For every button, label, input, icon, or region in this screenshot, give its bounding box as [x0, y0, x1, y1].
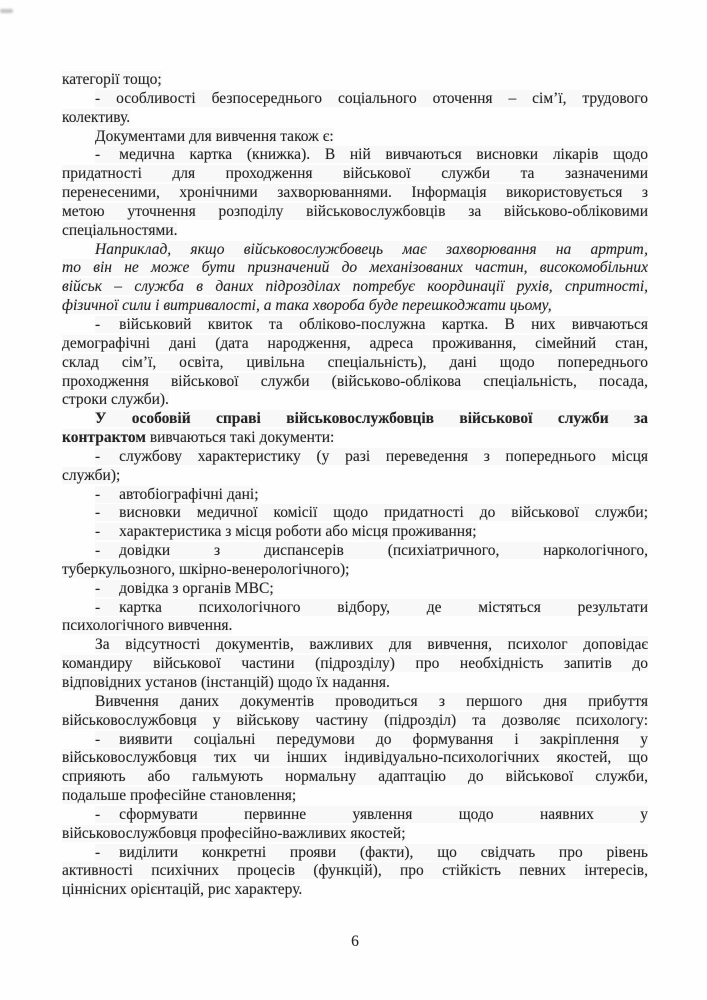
bullet-dash: -	[95, 806, 119, 823]
text-line	[62, 278, 648, 297]
text-segment: Вивчення даних документів проводиться з першого дня прибуття	[95, 692, 648, 710]
text-line	[62, 712, 648, 731]
text-segment: виявити соціальні передумови до формування і закріплення у	[119, 730, 648, 748]
text-segment: Документами для вивчення також є:	[95, 127, 334, 145]
text-line	[62, 881, 648, 900]
text-line	[62, 410, 648, 429]
bullet-dash: -	[95, 504, 119, 521]
text-line	[62, 146, 648, 165]
text-segment: то він не може бути призначений до механізованих частин, високомобільних	[62, 259, 648, 277]
page-number: 6	[351, 933, 359, 950]
text-line	[62, 297, 648, 316]
text-segment: склад сім’ї, освіта, цивільна спеціальність), дані щодо попереднього	[62, 353, 648, 371]
text-line	[62, 561, 648, 580]
text-segment: військовий квиток та обліково-послужна картка. В них вивчаються	[119, 315, 648, 333]
text-segment: фізичної сили і витривалості, а така хвороба буде перешкоджати цьому,	[62, 297, 552, 315]
text-segment: відповідних установ (інстанцій) щодо їх надання.	[62, 674, 390, 691]
text-line	[62, 674, 648, 693]
text-segment: метою уточнення розподілу військовослужбовців за військово-обліковими	[62, 202, 648, 220]
text-segment: військ – служба в даних підрозділах потребує координації рухів, спритності,	[62, 278, 648, 296]
text-segment: військовослужбовця тих чи інших індивідуально-психологічних якостей, що	[62, 749, 648, 767]
text-line	[62, 241, 648, 260]
text-segment: довідки з диспансерів (психіатричного, наркологічного,	[119, 542, 648, 560]
text-line	[62, 222, 648, 241]
text-line	[62, 787, 648, 806]
text-line	[62, 316, 648, 335]
text-line	[62, 580, 648, 599]
text-line	[62, 429, 648, 448]
text-segment: проходження військової служби (військово-облікова спеціальність, посада,	[62, 372, 648, 390]
bullet-dash: -	[95, 844, 119, 861]
text-segment: автобіографічні дані;	[119, 485, 259, 503]
text-line	[62, 599, 648, 618]
text-segment: військовослужбовця професійно-важливих якостей;	[62, 824, 406, 842]
bullet-dash: -	[95, 599, 119, 616]
text-line	[62, 184, 648, 203]
text-line	[62, 486, 648, 505]
text-segment: подальше професійне становлення;	[62, 787, 297, 805]
text-line	[62, 128, 648, 147]
bullet-dash: -	[95, 316, 119, 333]
bullet-dash: -	[95, 523, 119, 540]
text-line	[62, 335, 648, 354]
text-segment: строки служби).	[62, 391, 169, 409]
text-segment: вивчаються такі документи:	[145, 429, 335, 447]
text-segment: ціннісних орієнтацій, рис характеру.	[62, 881, 303, 899]
text-segment: спеціальностями.	[62, 221, 178, 239]
text-segment: висновки медичної комісії щодо придатності до військової служби;	[119, 504, 648, 522]
text-segment: військовослужбовця у військову частину (підрозділ) та дозволяє психологу:	[62, 711, 648, 729]
text-segment: придатності для проходження військової служби та зазначеними	[62, 165, 648, 183]
text-segment: перенесеними, хронічними захворюваннями. Інформація використовується з	[62, 184, 648, 202]
text-line	[62, 636, 648, 655]
bullet-dash: -	[95, 486, 119, 503]
text-line	[62, 203, 648, 222]
bullet-dash: -	[95, 731, 119, 748]
bullet-dash: -	[95, 448, 119, 465]
text-line	[62, 731, 648, 750]
text-line	[62, 749, 648, 768]
text-segment: демографічні дані (дата народження, адреса проживання, сімейний стан,	[62, 334, 648, 352]
text-segment: колективу.	[62, 108, 131, 126]
text-line	[62, 617, 648, 636]
text-segment: - особливості безпосереднього соціального оточення – сім’ї, трудового	[95, 89, 648, 107]
text-line	[62, 542, 648, 561]
bullet-dash: -	[95, 580, 119, 597]
text-segment: Наприклад, якщо військовослужбовець має захворювання на артрит,	[95, 240, 648, 258]
text-line	[62, 354, 648, 373]
text-segment: У особовій справі військовослужбовців військової служби за	[95, 410, 648, 428]
text-segment: категорії тощо;	[62, 71, 162, 88]
text-segment: службову характеристику (у разі переведення з попереднього місця	[119, 447, 648, 465]
text-line	[62, 109, 648, 128]
scan-artifact	[0, 9, 13, 13]
text-line	[62, 504, 648, 523]
text-line	[62, 825, 648, 844]
text-line	[62, 523, 648, 542]
text-segment: служби);	[62, 466, 121, 484]
text-segment: медична картка (книжка). В ній вивчаються висновки лікарів щодо	[119, 146, 648, 164]
text-segment: характеристика з місця роботи або місця проживання;	[119, 523, 477, 541]
text-segment: психологічного вивчення.	[62, 617, 233, 635]
bullet-dash: -	[95, 146, 119, 163]
text-line	[62, 71, 648, 90]
text-segment: сформувати первинне уявлення щодо наявних у	[119, 805, 648, 823]
text-line	[62, 467, 648, 486]
text-segment: сприяють або гальмують нормальну адаптацію до військової служби,	[62, 768, 648, 786]
text-segment: активності психічних процесів (функцій), про стійкість певних інтересів,	[62, 862, 648, 880]
text-line	[62, 165, 648, 184]
text-segment: туберкульозного, шкірно-венерологічного);	[62, 560, 350, 578]
text-line	[62, 448, 648, 467]
text-line	[62, 655, 648, 674]
text-segment: командиру військової частини (підрозділу) про необхідність запитів до	[62, 655, 648, 673]
text-segment: контрактом	[62, 429, 146, 447]
text-segment: За відсутності документів, важливих для вивчення, психолог доповідає	[95, 636, 648, 654]
text-segment: виділити конкретні прояви (факти), що свідчать про рівень	[119, 843, 648, 861]
text-line	[62, 768, 648, 787]
text-line	[62, 844, 648, 863]
text-segment: картка психологічного відбору, де містяться результати	[119, 598, 648, 616]
text-line	[62, 862, 648, 881]
page-text	[62, 71, 648, 900]
bullet-dash: -	[95, 542, 119, 559]
text-line	[62, 373, 648, 392]
text-line	[62, 259, 648, 278]
text-line	[62, 693, 648, 712]
text-line	[62, 391, 648, 410]
text-line	[62, 90, 648, 109]
text-line	[62, 806, 648, 825]
text-segment: довідка з органів МВС;	[119, 579, 274, 597]
